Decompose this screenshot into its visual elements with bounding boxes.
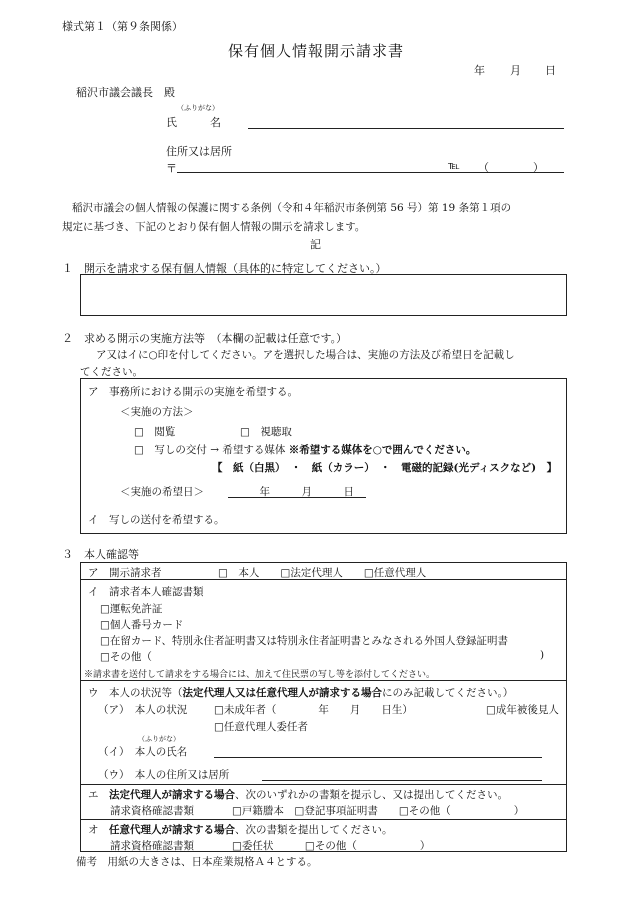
doc-other[interactable]: □その他（ <box>100 651 152 663</box>
status-heading-text: ウ 本人の状況等（ <box>88 687 183 699</box>
person-address-label: （ウ） 本人の住所又は居所 <box>98 769 230 781</box>
status-minor[interactable]: □未成年者（ 年 月 日生） <box>214 704 413 716</box>
section2-heading: ２ 求める開示の実施方法等 （本欄の記載は任意です。） <box>62 332 348 345</box>
legal-agent-heading <box>88 787 508 802</box>
furigana-label: （ふりがな） <box>177 104 219 112</box>
ki-mark: 記 <box>310 238 321 251</box>
address-label: 住所又は居所 <box>166 145 232 158</box>
option-a-label[interactable]: ア 事務所における開示の実施を希望する。 <box>88 386 298 398</box>
person-address-field[interactable] <box>262 780 542 781</box>
doc-license[interactable]: □運転免許証 <box>100 603 163 615</box>
media-options[interactable]: 【 紙（白黒） ・ 紙（カラー） ・ 電磁的記録(光ディスクなど) 】 <box>212 462 558 474</box>
addressee: 稲沢市議会議長 殿 <box>76 86 175 99</box>
section1-input-box[interactable] <box>80 274 567 316</box>
legal-agent-rest: 、次のいずれかの書類を提示し、又は提出してください。 <box>235 789 508 801</box>
preferred-date-label: ＜実施の希望日＞ <box>120 486 204 498</box>
voluntary-agent-docs-label: 請求資格確認書類 <box>110 840 194 852</box>
section3-heading: ３ 本人確認等 <box>62 548 139 561</box>
section2-note-1: ア又はイに○印を付してください。アを選択した場合は、実施の方法及び希望日を記載し <box>96 349 515 361</box>
option-copy[interactable]: □ 写しの交付 → 希望する媒体 <box>134 444 289 456</box>
person-status-label: （ア） 本人の状況 <box>98 704 188 716</box>
option-listen[interactable]: □ 視聴取 <box>240 426 292 438</box>
status-heading <box>88 685 513 700</box>
voluntary-agent-rest: 、次の書類を提出してください。 <box>235 824 393 836</box>
id-docs-label: イ 請求者本人確認書類 <box>88 586 204 598</box>
voluntary-agent-heading <box>88 822 393 837</box>
option-view[interactable]: □ 閲覧 <box>134 426 176 438</box>
divider <box>80 819 567 820</box>
voluntary-agent-bold: 任意代理人が請求する場合 <box>109 824 235 836</box>
person-name-label: （イ） 本人の氏名 <box>98 746 188 758</box>
requester-label: ア 開示請求者 <box>88 567 162 579</box>
status-heading-end: にのみ記載してください。） <box>382 687 514 699</box>
option-i-label[interactable]: イ 写しの送付を希望する。 <box>88 514 225 526</box>
legal-agent-prefix: エ <box>88 789 99 801</box>
date-day: 日 <box>545 64 556 77</box>
requester-options[interactable]: □ 本人 □法定代理人 □任意代理人 <box>218 567 427 579</box>
legal-agent-docs[interactable]: □戸籍謄本 □登記事項証明書 □その他（ ） <box>232 805 525 817</box>
resident-note: ※請求書を送付して請求をする場合には、加えて住民票の写し等を添付してください。 <box>84 670 436 680</box>
person-name-field[interactable] <box>214 757 542 758</box>
name-field[interactable] <box>248 128 564 129</box>
preferred-date-values: 年 月 日 <box>228 486 354 498</box>
page-title: 保有個人情報開示請求書 <box>228 42 405 60</box>
divider <box>80 680 567 681</box>
date-year: 年 <box>474 64 485 77</box>
tel-mark: ℡ <box>448 159 460 172</box>
section1-heading: １ 開示を請求する保有個人情報（具体的に特定してください。） <box>62 262 387 275</box>
legal-agent-bold: 法定代理人が請求する場合 <box>109 789 235 801</box>
option-copy-row <box>134 442 476 457</box>
name-label: 氏 名 <box>166 116 221 129</box>
voluntary-agent-prefix: オ <box>88 824 99 836</box>
section2-note-2: てください。 <box>80 366 143 378</box>
furigana-label-2: （ふりがな） <box>138 735 180 743</box>
status-agent-principal[interactable]: □任意代理人委任者 <box>214 721 308 733</box>
postal-mark: 〒 <box>166 162 177 175</box>
date-month: 月 <box>510 64 521 77</box>
doc-residence-card[interactable]: □在留カード、特別永住者証明書又は特別永住者証明書とみなされる外国人登録証明書 <box>100 635 508 647</box>
status-heading-bold: 法定代理人又は任意代理人が請求する場合 <box>182 687 382 699</box>
legal-agent-docs-label: 請求資格確認書類 <box>110 805 194 817</box>
remarks: 備考 用紙の大きさは、日本産業規格Ａ４とする。 <box>76 856 318 868</box>
voluntary-agent-docs[interactable]: □委任状 □その他（ ） <box>232 840 431 852</box>
divider <box>80 784 567 785</box>
tel-parens: （ ） <box>478 161 544 174</box>
status-adult-ward[interactable]: □成年被後見人 <box>486 704 559 716</box>
intro-line-2: 規定に基づき、下記のとおり保有個人情報の開示を請求します。 <box>62 221 366 233</box>
form-number: 様式第１（第９条関係） <box>62 20 183 33</box>
preferred-date-field[interactable] <box>228 497 366 498</box>
method-label: ＜実施の方法＞ <box>120 406 194 418</box>
doc-other-close: ) <box>540 649 545 661</box>
doc-mynumber[interactable]: □個人番号カード <box>100 619 184 631</box>
media-note: ※希望する媒体を○で囲んでください。 <box>288 444 477 456</box>
intro-line-1: 稲沢市議会の個人情報の保護に関する条例（令和４年稲沢市条例第 56 号）第 19 条第１項の <box>72 202 512 214</box>
